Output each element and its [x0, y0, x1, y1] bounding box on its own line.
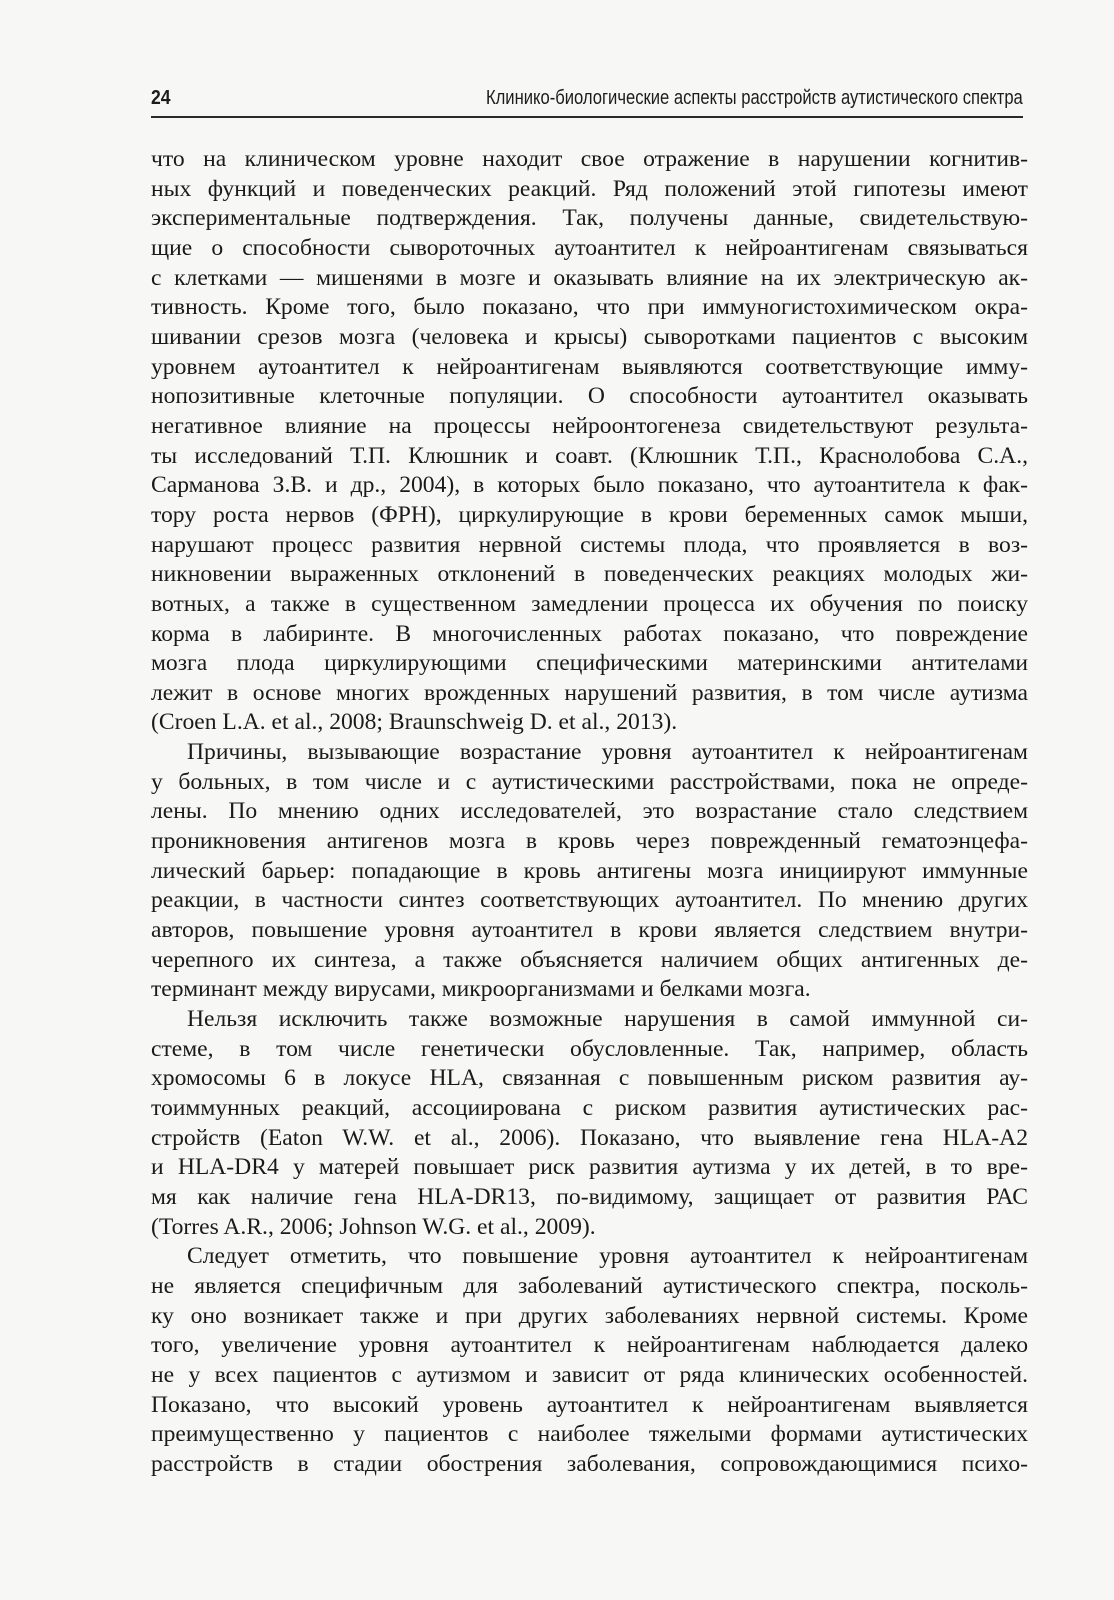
paragraph: [151, 1005, 1028, 1242]
page-number: 24: [151, 87, 171, 109]
text-line: негативное влияние на процессы нейроонтогенеза свидетельствуют результа-: [151, 412, 1028, 439]
text-line: Причины, вызывающие возрастание уровня аутоантител к нейроантигенам: [187, 739, 1028, 766]
text-line: с клетками — мишенями в мозге и оказывать влияние на их электрическую ак-: [151, 264, 1028, 291]
text-line: преимущественно у пациентов с наиболее тяжелыми формами аутистических: [151, 1421, 1028, 1448]
text-line: Следует отметить, что повышение уровня аутоантител к нейроантигенам: [187, 1243, 1028, 1270]
text-line: нопозитивные клеточные популяции. О способности аутоантител оказывать: [151, 383, 1028, 410]
text-line: Показано, что высокий уровень аутоантител к нейроантигенам выявляется: [151, 1391, 1028, 1418]
text-line: шивании срезов мозга (человека и крысы) сыворотками пациентов с высоким: [151, 323, 1028, 350]
text-line: лический барьер: попадающие в кровь антигены мозга инициируют иммунные: [151, 857, 1028, 884]
body-text: [151, 145, 1028, 1480]
text-line: проникновения антигенов мозга в кровь через поврежденный гематоэнцефа-: [151, 828, 1028, 855]
text-line: корма в лабиринте. В многочисленных работах показано, что повреждение: [151, 620, 1028, 647]
text-line: что на клиническом уровне находит свое отражение в нарушении когнитив-: [151, 146, 1028, 172]
text-line: черепного их синтеза, а также объясняется наличием общих антигенных де-: [151, 946, 1028, 973]
text-line: хромосомы 6 в локусе HLA, связанная с повышенным риском развития ау-: [151, 1065, 1028, 1092]
text-line: Нельзя исключить также возможные нарушения в самой иммунной си-: [187, 1006, 1028, 1033]
text-line: вотных, а также в существенном замедлении процесса их обучения по поиску: [151, 590, 1028, 617]
text-line: тору роста нервов (ФРН), циркулирующие в крови беременных самок мыши,: [151, 501, 1028, 528]
paragraph: [151, 145, 1028, 738]
text-line: тоиммунных реакций, ассоциирована с риском развития аутистических рас-: [151, 1095, 1028, 1121]
text-line: ных функций и поведенческих реакций. Ряд положений этой гипотезы имеют: [151, 175, 1028, 202]
paragraph: [151, 1242, 1028, 1479]
running-title: Клинико-биологические аспекты расстройств аутистического спектра: [486, 87, 1023, 109]
text-line: никновении выраженных отклонений в поведенческих реакциях молодых жи-: [151, 561, 1028, 588]
text-line: терминант между вирусами, микроорганизмами и белками мозга.: [151, 976, 811, 1003]
text-line: экспериментальные подтверждения. Так, получены данные, свидетельствую-: [151, 205, 1028, 232]
text-line: и HLA-DR4 у матерей повышает риск развития аутизма у их детей, в то вре-: [151, 1154, 1028, 1181]
text-line: лены. По мнению одних исследователей, это возрастание стало следствием: [151, 798, 1028, 825]
text-line: мозга плода циркулирующими специфическими материнскими антителами: [151, 650, 1028, 677]
running-header: [151, 86, 1023, 118]
text-line: Сарманова З.В. и др., 2004), в которых было показано, что аутоантитела к фак-: [151, 472, 1028, 499]
text-line: ку оно возникает также и при других заболеваниях нервной системы. Кроме: [151, 1302, 1028, 1329]
text-line: ты исследований Т.П. Клюшник и соавт. (Клюшник Т.П., Краснолобова С.А.,: [151, 442, 1028, 469]
text-line: уровнем аутоантител к нейроантигенам выявляются соответствующие имму-: [151, 353, 1028, 380]
text-line: не является специфичным для заболеваний аутистического спектра, посколь-: [151, 1272, 1028, 1299]
text-line: авторов, повышение уровня аутоантител в крови является следствием внутри-: [151, 917, 1028, 944]
text-line: тивность. Кроме того, было показано, что при иммуногистохимическом окра-: [151, 294, 1028, 321]
text-line: лежит в основе многих врожденных нарушений развития, в том числе аутизма: [151, 679, 1028, 706]
text-line: того, увеличение уровня аутоантител к нейроантигенам наблюдается далеко: [151, 1332, 1028, 1359]
text-line: реакции, в частности синтез соответствующих аутоантител. По мнению других: [151, 887, 1028, 914]
text-line: (Torres A.R., 2006; Johnson W.G. et al., 2009).: [151, 1213, 596, 1240]
text-line: (Croen L.A. et al., 2008; Braunschweig D. et al., 2013).: [151, 709, 678, 736]
text-line: мя как наличие гена HLA-DR13, по-видимому, защищает от развития РАС: [151, 1183, 1028, 1210]
text-line: стройств (Eaton W.W. et al., 2006). Показано, что выявление гена HLA-A2: [151, 1124, 1028, 1151]
text-line: не у всех пациентов с аутизмом и зависит от ряда клинических особенностей.: [151, 1361, 1028, 1388]
text-line: у больных, в том числе и с аутистическими расстройствами, пока не опреде-: [151, 768, 1028, 795]
text-line: щие о способности сывороточных аутоантител к нейроантигенам связываться: [151, 234, 1028, 261]
text-line: стеме, в том числе генетически обусловленные. Так, например, область: [151, 1035, 1028, 1062]
text-line: расстройств в стадии обострения заболевания, сопровождающимися психо-: [151, 1450, 1028, 1477]
paragraph: [151, 738, 1028, 1005]
text-line: нарушают процесс развития нервной системы плода, что проявляется в воз-: [151, 531, 1028, 558]
